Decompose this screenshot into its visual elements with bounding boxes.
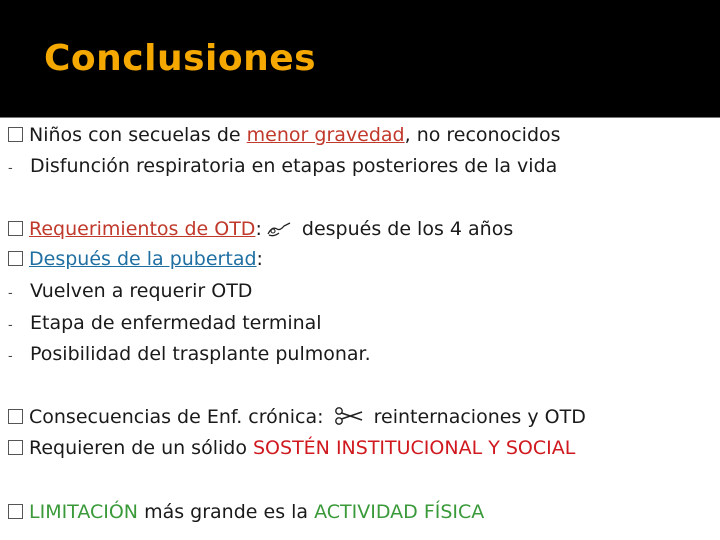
slide-title: Conclusiones (44, 38, 317, 79)
bullet-line-8: Consecuencias de Enf. crónica: reinternaciones y OTD (6, 402, 586, 432)
scissors-icon (334, 405, 364, 435)
bullet-line-3: Requerimientos de OTD: después de los 4 años (6, 214, 513, 244)
dash-bullet-icon: - (8, 318, 13, 333)
writing-hand-icon (266, 217, 292, 247)
highlight-limitacion: LIMITACIÓN (29, 501, 139, 523)
dash-bullet-icon: - (8, 349, 13, 364)
bullet-line-10: LIMITACIÓN más grande es la ACTIVIDAD FÍSICA (6, 497, 484, 527)
link-despues-pubertad[interactable]: Después de la pubertad (29, 248, 257, 270)
bullet-line-2: - Disfunción respiratoria en etapas posteriores de la vida (6, 151, 557, 181)
bullet-line-4: Después de la pubertad: (6, 244, 263, 274)
title-divider (0, 113, 720, 118)
highlight-sosten: SOSTÉN INSTITUCIONAL Y SOCIAL (253, 437, 576, 459)
bullet-line-5: - Vuelven a requerir OTD (6, 276, 252, 306)
link-requerimientos-otd[interactable]: Requerimientos de OTD (29, 218, 256, 240)
bullet-line-9: Requieren de un sólido SOSTÉN INSTITUCIONAL Y SOCIAL (6, 433, 575, 463)
link-menor-gravedad[interactable]: menor gravedad (246, 124, 405, 146)
square-bullet-icon (8, 504, 23, 519)
square-bullet-icon (8, 409, 23, 424)
highlight-actividad-fisica: ACTIVIDAD FÍSICA (314, 501, 485, 523)
square-bullet-icon (8, 251, 23, 266)
square-bullet-icon (8, 221, 23, 236)
dash-bullet-icon: - (8, 286, 13, 301)
square-bullet-icon (8, 127, 23, 142)
bullet-line-1: Niños con secuelas de menor gravedad, no reconocidos (6, 120, 561, 150)
bullet-line-7: - Posibilidad del trasplante pulmonar. (6, 339, 371, 369)
bullet-line-6: - Etapa de enfermedad terminal (6, 308, 322, 338)
square-bullet-icon (8, 440, 23, 455)
dash-bullet-icon: - (8, 161, 13, 176)
